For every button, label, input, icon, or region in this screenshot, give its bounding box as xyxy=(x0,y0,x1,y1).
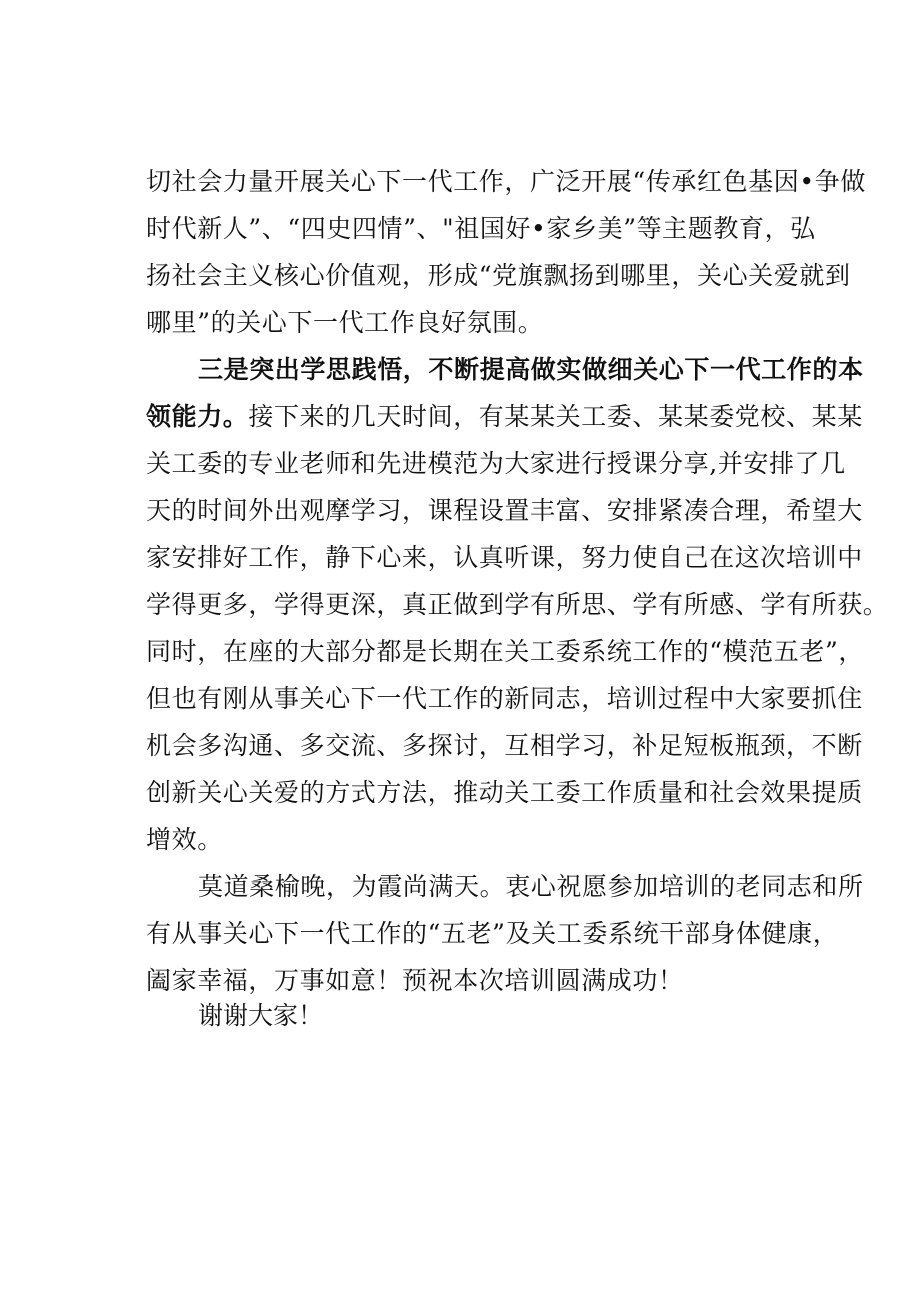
paragraph-2-body-line-4: 家安排好工作，静下心来，认真听课，努力使自己在这次培训中 xyxy=(146,543,863,572)
paragraph-2-body-line-1: 接下来的几天时间，有某某关工委、某某委党校、某某 xyxy=(248,402,863,431)
paragraph-2-heading-line-2: 领能力。 xyxy=(146,402,249,431)
paragraph-2-body-line-6: 同时，在座的大部分都是长期在关工委系统工作的“模范五老”， xyxy=(146,637,864,666)
paragraph-3-line-2: 有从事关心下一代工作的“五老”及关工委系统干部身体健康， xyxy=(146,919,839,948)
paragraph-1-line-1: 切社会力量开展关心下一代工作，广泛开展“传承红色基因•争做 xyxy=(146,167,866,196)
paragraph-2-body-line-7: 但也有刚从事关心下一代工作的新同志，培训过程中大家要抓住 xyxy=(146,684,863,713)
paragraph-2-body-line-2: 关工委的专业老师和先进模范为大家进行授课分享,并安排了几 xyxy=(146,449,846,478)
paragraph-2-body-line-5: 学得更多，学得更深，真正做到学有所思、学有所感、学有所获。 xyxy=(146,590,889,619)
paragraph-2-heading-line-1: 三是突出学思践悟，不断提高做实做细关心下一代工作的本 xyxy=(198,355,864,384)
closing-thanks: 谢谢大家！ xyxy=(198,1001,324,1030)
paragraph-3-line-3: 阖家幸福，万事如意！预祝本次培训圆满成功！ xyxy=(146,966,684,995)
paragraph-3-line-1: 莫道桑榆晚，为霞尚满天。衷心祝愿参加培训的老同志和所 xyxy=(198,872,864,901)
paragraph-2-body-line-9: 创新关心关爱的方式方法，推动关工委工作质量和社会效果提质 xyxy=(146,778,863,807)
paragraph-2-body-line-10: 增效。 xyxy=(146,825,223,854)
paragraph-2-body-line-3: 天的时间外出观摩学习，课程设置丰富、安排紧凑合理，希望大 xyxy=(146,496,863,525)
paragraph-1-line-2: 时代新人”、“四史四情”、"祖国好•家乡美”等主题教育，弘 xyxy=(146,214,816,243)
paragraph-1-line-3: 扬社会主义核心价值观，形成“党旗飘扬到哪里，关心关爱就到 xyxy=(146,261,851,290)
paragraph-2-line-1 xyxy=(146,393,863,440)
paragraph-2-body-line-8: 机会多沟通、多交流、多探讨，互相学习，补足短板瓶颈，不断 xyxy=(146,731,863,760)
paragraph-1-line-4: 哪里”的关心下一代工作良好氛围。 xyxy=(146,308,544,337)
document-body xyxy=(146,158,889,1036)
